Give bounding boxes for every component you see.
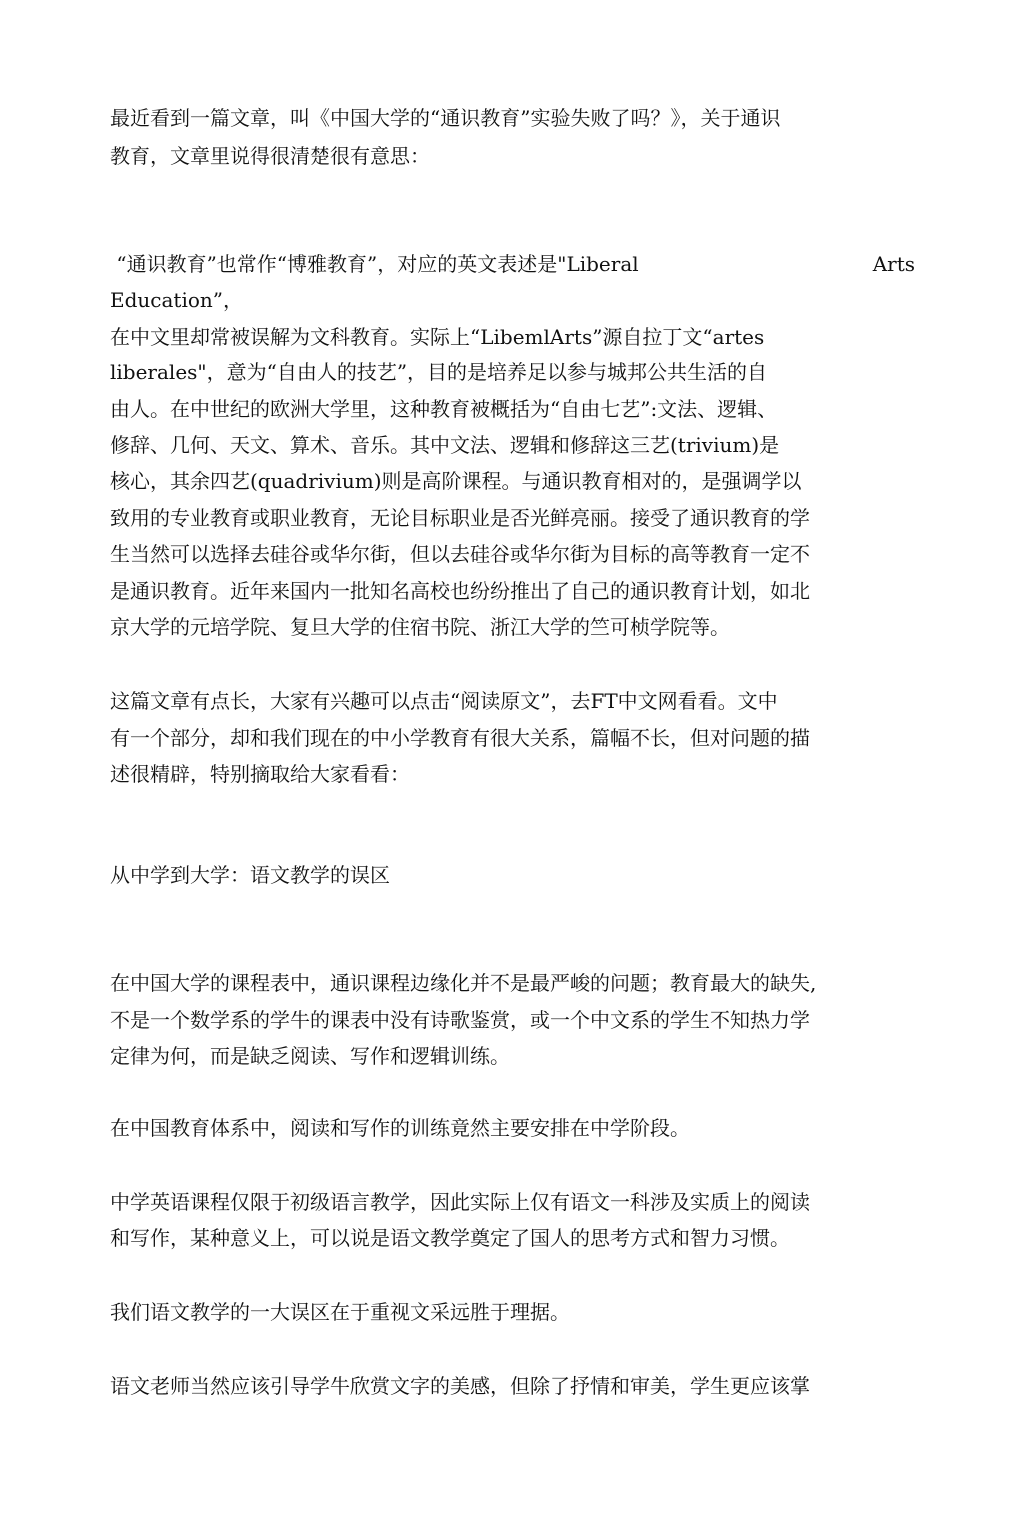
transition-line: 这篇文章有点长，大家有兴趣可以点击“阅读原文”，去FT中文网看看。文中 xyxy=(110,689,778,713)
quote-line: Education”， xyxy=(110,288,243,312)
intro-line: 最近看到一篇文章，叫《中国大学的“通识教育”实验失败了吗？》，关于通识 xyxy=(110,106,781,130)
quote-line: 由人。在中世纪的欧洲大学里，这种教育被概括为“自由七艺”:文法、逻辑、 xyxy=(110,397,778,421)
paragraph-line: 语文老师当然应该引导学牛欣赏文字的美感，但除了抒情和审美，学生更应该掌 xyxy=(110,1374,810,1398)
intro-line: 教育，文章里说得很清楚很有意思： xyxy=(110,144,430,168)
paragraph-line: 在中国教育体系中，阅读和写作的训练竟然主要安排在中学阶段。 xyxy=(110,1116,690,1140)
quote-line: liberales"，意为“自由人的技艺”，目的是培养足以参与城邦公共生活的自 xyxy=(110,360,768,384)
paragraph-line: 定律为何，而是缺乏阅读、写作和逻辑训练。 xyxy=(110,1044,510,1068)
quote-line: 核心，其余四艺(quadrivium)则是高阶课程。与通识教育相对的，是强调学以 xyxy=(110,469,802,493)
paragraph-line: 和写作，某种意义上，可以说是语文教学奠定了国人的思考方式和智力习惯。 xyxy=(110,1226,790,1250)
quote-line: 在中文里却常被误解为文科教育。实际上“LibemlArts”源自拉丁文“artes xyxy=(110,325,765,349)
section-title: 从中学到大学：语文教学的误区 xyxy=(110,863,390,887)
quote-line: 是通识教育。近年来国内一批知名高校也纷纷推出了自己的通识教育计划，如北 xyxy=(110,579,810,603)
paragraph-line: 不是一个数学系的学牛的课表中没有诗歌鉴赏，或一个中文系的学生不知热力学 xyxy=(110,1008,810,1032)
paragraph-line: 中学英语课程仅限于初级语言教学，因此实际上仅有语文一科涉及实质上的阅读 xyxy=(110,1190,810,1214)
quote-first-line xyxy=(110,249,915,279)
quote-line: 致用的专业教育或职业教育，无论目标职业是否光鲜亮丽。接受了通识教育的学 xyxy=(110,506,810,530)
paragraph-line: 我们语文教学的一大误区在于重视文采远胜于理据。 xyxy=(110,1300,570,1324)
quote-line: 生当然可以选择去硅谷或华尔街，但以去硅谷或华尔街为目标的高等教育一定不 xyxy=(110,542,810,566)
quote-line: 修辞、几何、天文、算术、音乐。其中文法、逻辑和修辞这三艺(trivium)是 xyxy=(110,433,780,457)
quote-first-line-left: “通识教育”也常作“博雅教育”，对应的英文表述是"Liberal xyxy=(110,252,639,276)
transition-line: 述很精辟，特别摘取给大家看看： xyxy=(110,762,410,786)
quote-first-line-right: Arts xyxy=(872,252,915,276)
transition-line: 有一个部分，却和我们现在的中小学教育有很大关系，篇幅不长，但对问题的描 xyxy=(110,726,810,750)
paragraph-line: 在中国大学的课程表中，通识课程边缘化并不是最严峻的问题；教育最大的缺失, xyxy=(110,971,817,995)
quote-line: 京大学的元培学院、复旦大学的住宿书院、浙江大学的竺可桢学院等。 xyxy=(110,615,730,639)
